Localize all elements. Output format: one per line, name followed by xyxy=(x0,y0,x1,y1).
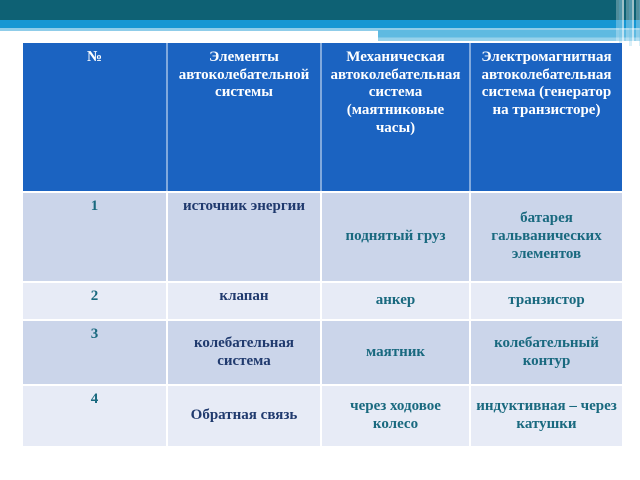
col-header-number: № xyxy=(23,43,167,192)
element-cell: колебательная система xyxy=(167,320,321,385)
row-number: 4 xyxy=(23,385,167,446)
element-cell: Обратная связь xyxy=(167,385,321,446)
banner-right-accent-band xyxy=(378,30,640,41)
electromagnetic-cell: колебательный контур xyxy=(470,320,622,385)
table-row xyxy=(23,320,622,385)
element-cell: клапан xyxy=(167,282,321,320)
table-row xyxy=(23,385,622,446)
element-cell: источник энергии xyxy=(167,192,321,282)
col-header-mechanical-system: Механическая автоколебательная система (маятниковые часы) xyxy=(321,43,470,192)
mechanical-cell: анкер xyxy=(321,282,470,320)
row-number: 2 xyxy=(23,282,167,320)
col-header-electromagnetic-system: Электромагнитная автоколебательная система (генератор на транзисторе) xyxy=(470,43,622,192)
banner-bright-blue-band xyxy=(0,20,640,28)
banner-corner-stripes xyxy=(614,0,640,46)
mechanical-cell: через ходовое колесо xyxy=(321,385,470,446)
row-number: 1 xyxy=(23,192,167,282)
electromagnetic-cell: батарея гальванических элементов xyxy=(470,192,622,282)
table-row xyxy=(23,192,622,282)
mechanical-cell: маятник xyxy=(321,320,470,385)
col-header-elements: Элементы автоколебательной системы xyxy=(167,43,321,192)
autooscillation-systems-table xyxy=(23,43,622,446)
table-row xyxy=(23,282,622,320)
table-header-row xyxy=(23,43,622,192)
electromagnetic-cell: индуктивная – через катушки xyxy=(476,398,617,432)
mechanical-cell: поднятый груз xyxy=(321,192,470,282)
banner-dark-teal-band xyxy=(0,0,640,20)
row-number: 3 xyxy=(23,320,167,385)
electromagnetic-cell: транзистор xyxy=(470,282,622,320)
